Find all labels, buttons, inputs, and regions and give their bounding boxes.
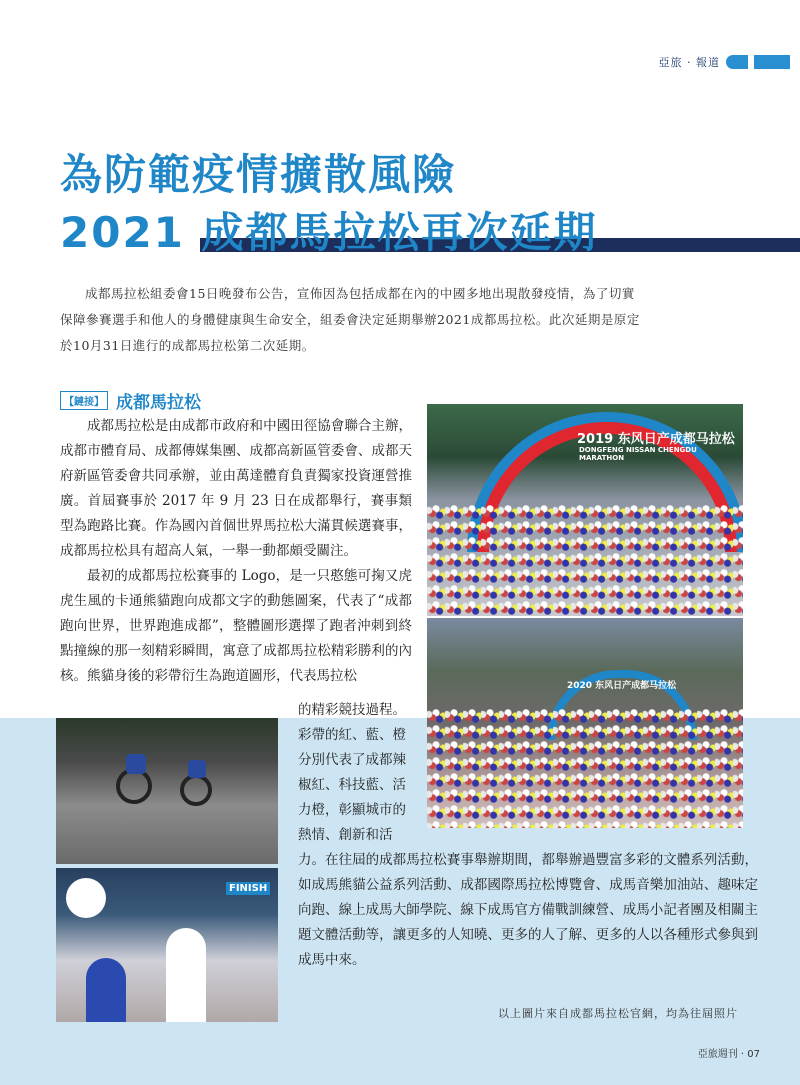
- body-paragraph-1: 成都馬拉松是由成都市政府和中國田徑協會聯合主辦，成都市體育局、成都傳媒集團、成都高新區管委會、成都天府新區管委會共同承辦，並由萬達體育負責獨家投資運營推廣。首屆賽事於 2017 年 9 月 23 日在成都舉行，賽事類型為跑路比賽。作為國內首個世界馬拉松大滿貫候選賽事，成都馬拉松具有超高人氣，一舉一動都頗受關注。: [60, 418, 412, 559]
- body-column-left: [60, 414, 412, 689]
- arch-title-2020: 2020 东风日产成都马拉松: [567, 681, 677, 691]
- title-line-1: 為防範疫情擴散風險: [60, 150, 457, 199]
- crowd-1: [427, 504, 743, 616]
- title-line-2: 2021 成都馬拉松再次延期: [60, 208, 598, 257]
- crowd-2: [427, 708, 743, 828]
- section-bar: [754, 55, 790, 69]
- page-footer: 亞旅週刊 · 07: [697, 1049, 760, 1060]
- body-paragraph-2: 最初的成都馬拉松賽事的 Logo，是一只憨態可掬又虎虎生風的卡通熊貓跑向成都文字的動態圖案，代表了“成都跑向世界，世界跑進成都”，整體圖形選擇了跑者沖刺到終點撞線的那一刻精彩瞬間，寓意了成都馬拉松精彩勝利的內核。熊貓身後的彩帶衍生為跑道圖形，代表馬拉松: [60, 568, 412, 684]
- runner-boy: [86, 958, 126, 1022]
- link-heading: [60, 388, 201, 413]
- arch-subtitle-2019: DONGFENG NISSAN CHENGDU MARATHON: [579, 446, 697, 462]
- section-label: 亞旅 · 報道: [658, 56, 720, 69]
- photo-finish-runners: [56, 868, 278, 1022]
- link-title: 成都馬拉松: [116, 393, 201, 413]
- lead-paragraph: 成都馬拉松組委會15日晚發布公告，宣佈因為包括成都在內的中國多地出現散發疫情，為了切實保障參賽選手和他人的身體健康與生命安全，組委會決定延期舉辦2021成都馬拉松。此次延期是原定於10月31日進行的成都馬拉松第二次延期。: [60, 286, 640, 353]
- body-paragraph-2-continued: 的精彩競技過程。彩帶的紅、藍、橙分別代表了成都辣椒紅、科技藍、活力橙，彰顯城市的熱情、創新和活力。: [298, 702, 406, 868]
- arch-title-2019: 2019 东风日产成都马拉松: [577, 432, 735, 447]
- photo-caption: 以上圖片來自成都馬拉松官網，均為往屆照片: [498, 1007, 738, 1020]
- photo-marathon-start-2019: [427, 404, 743, 616]
- section-tag: [659, 54, 791, 70]
- runner-woman: [166, 928, 206, 1022]
- racer-2: [188, 760, 206, 778]
- wheel-2: [180, 774, 212, 806]
- body-column-narrow: [298, 698, 412, 873]
- photo-marathon-start-2020: [427, 618, 743, 828]
- panda-mascot: [66, 878, 106, 918]
- body-paragraph-3: 在往屆的成都馬拉松賽事舉辦期間，都舉辦過豐富多彩的文體系列活動，如成馬熊貓公益系列活動、成都國際馬拉松博覽會、成馬音樂加油站、趣味定向跑、線上成馬大師學院、線下成馬官方備戰訓練營、成馬小記者團及相關主題文體活動等，讓更多的人知曉、更多的人了解、更多的人以各種形式參與到成馬中來。: [298, 852, 758, 968]
- finish-banner: FINISH: [226, 882, 270, 895]
- racer-1: [126, 754, 146, 774]
- link-tag: 【 鏈接 】: [60, 391, 108, 410]
- section-pill: [726, 55, 748, 69]
- photo-wheelchair-racers: [56, 718, 278, 864]
- body-column-bottom: [298, 848, 758, 973]
